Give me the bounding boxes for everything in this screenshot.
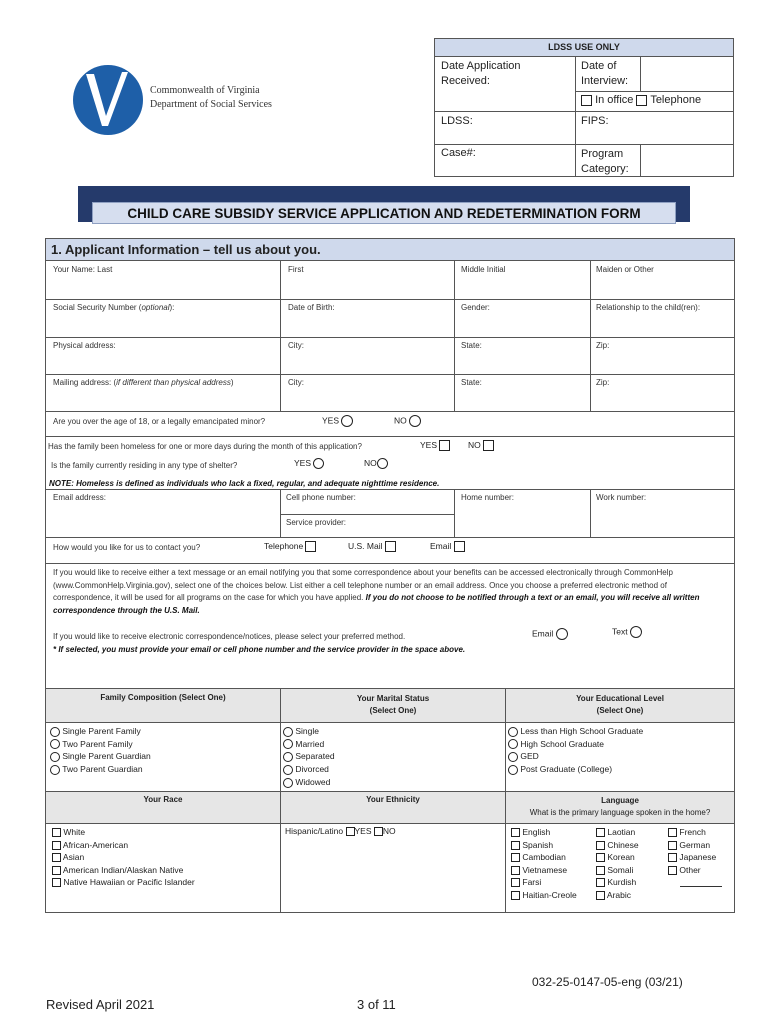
program-label: Program Category: bbox=[581, 148, 629, 175]
email-address-label: Email address: bbox=[53, 493, 106, 502]
shelter-no-label: NO bbox=[364, 458, 377, 468]
language-option[interactable]: German bbox=[668, 839, 716, 852]
language-option[interactable]: Vietnamese bbox=[511, 864, 577, 877]
language-option[interactable]: English bbox=[511, 826, 577, 839]
marital-header: Your Marital Status (Select One) bbox=[356, 694, 430, 715]
pref-email-radio[interactable] bbox=[556, 628, 568, 640]
cell-phone-label: Cell phone number: bbox=[286, 493, 356, 502]
family-options bbox=[50, 725, 151, 776]
language-option[interactable]: Chinese bbox=[596, 839, 639, 852]
contact-email-checkbox[interactable] bbox=[454, 541, 465, 552]
state-label: State: bbox=[461, 341, 482, 350]
middle-initial-label: Middle Initial bbox=[461, 265, 506, 274]
other-language-line[interactable] bbox=[680, 886, 722, 887]
date-received-label: Date Application Received: bbox=[441, 60, 521, 87]
language-option[interactable]: Other bbox=[668, 864, 716, 877]
age-no-label: NO bbox=[394, 415, 407, 426]
marital-options bbox=[283, 725, 335, 789]
marital-option[interactable]: Widowed bbox=[283, 776, 335, 789]
ethnicity-row bbox=[285, 826, 396, 836]
race-option[interactable]: White bbox=[52, 826, 195, 839]
homeless-note: NOTE: Homeless is defined as individuals who lack a fixed, regular, and adequate nighttime residence. bbox=[49, 479, 440, 488]
age-question: Are you over the age of 18, or a legally emancipated minor? bbox=[53, 417, 266, 426]
shelter-yes-radio[interactable] bbox=[313, 458, 324, 469]
education-options bbox=[508, 725, 643, 776]
family-header: Family Composition (Select One) bbox=[100, 693, 226, 702]
shelter-question: Is the family currently residing in any type of shelter? bbox=[51, 461, 238, 470]
ethnicity-header: Your Ethnicity bbox=[366, 795, 420, 804]
mailing-address-label: Mailing address: (if different than physical address) bbox=[53, 378, 234, 387]
race-option[interactable]: American Indian/Alaskan Native bbox=[52, 864, 195, 877]
hispanic-no-label: NO bbox=[382, 826, 396, 836]
language-option[interactable]: Arabic bbox=[596, 889, 639, 902]
vdss-logo bbox=[72, 64, 144, 136]
contact-question: How would you like for us to contact you? bbox=[53, 543, 201, 552]
form-title: CHILD CARE SUBSIDY SERVICE APPLICATION AND REDETERMINATION FORM bbox=[92, 202, 676, 224]
education-option[interactable]: GED bbox=[508, 750, 643, 763]
relationship-label: Relationship to the child(ren): bbox=[596, 303, 701, 312]
hispanic-yes-checkbox[interactable] bbox=[346, 827, 355, 836]
home-number-label: Home number: bbox=[461, 493, 514, 502]
age-yes-label: YES bbox=[322, 415, 340, 426]
family-option[interactable]: Single Parent Guardian bbox=[50, 750, 151, 763]
shelter-yes-label: YES bbox=[294, 458, 312, 468]
preferred-method-note: * If selected, you must provide your email or cell phone number and the service provider in the space above. bbox=[53, 645, 466, 654]
contact-mail-label: U.S. Mail bbox=[348, 541, 383, 551]
telephone-label: Telephone bbox=[650, 94, 702, 106]
age-no-radio[interactable] bbox=[409, 415, 421, 427]
mailing-state-label: State: bbox=[461, 378, 482, 387]
mailing-zip-label: Zip: bbox=[596, 378, 610, 387]
agency-line1: Commonwealth of Virginia bbox=[150, 85, 260, 96]
education-option[interactable]: Less than High School Graduate bbox=[508, 725, 643, 738]
electronic-notice-paragraph: If you would like to receive either a text message or an email notifying you that some correspondence about your benefits can be accessed electronically through CommonHelp (www.CommonHelp.Virginia.gov), select one of the choices below. List either a cell telephone number or an email address. Once you choose a preferred electronic method of correspondence, it will be used for all programs on the case for which you have applied. If you do not choose to be notified through a text or an email, you will receive all written correspondence through the U.S. Mail. bbox=[53, 568, 700, 615]
hispanic-no-checkbox[interactable] bbox=[374, 827, 383, 836]
family-option[interactable]: Two Parent Family bbox=[50, 738, 151, 751]
language-option[interactable]: French bbox=[668, 826, 716, 839]
ssn-label: Social Security Number (optional): bbox=[53, 303, 175, 312]
contact-mail-checkbox[interactable] bbox=[385, 541, 396, 552]
ldss-use-box bbox=[434, 38, 734, 177]
shelter-no-radio[interactable] bbox=[377, 458, 388, 469]
race-options bbox=[52, 826, 195, 889]
race-option[interactable]: African-American bbox=[52, 839, 195, 852]
marital-option[interactable]: Single bbox=[283, 725, 335, 738]
pref-text-radio[interactable] bbox=[630, 626, 642, 638]
homeless-yes-checkbox[interactable] bbox=[439, 440, 450, 451]
case-label: Case#: bbox=[441, 147, 476, 159]
education-option[interactable]: Post Graduate (College) bbox=[508, 763, 643, 776]
education-option[interactable]: High School Graduate bbox=[508, 738, 643, 751]
city-label: City: bbox=[288, 341, 304, 350]
revised-date: Revised April 2021 bbox=[46, 997, 155, 1012]
hispanic-label: Hispanic/Latino bbox=[285, 826, 344, 836]
marital-option[interactable]: Married bbox=[283, 738, 335, 751]
language-option[interactable]: Somali bbox=[596, 864, 639, 877]
mailing-city-label: City: bbox=[288, 378, 304, 387]
first-name-label: First bbox=[288, 265, 304, 274]
last-name-label: Your Name: Last bbox=[53, 265, 113, 274]
homeless-no-checkbox[interactable] bbox=[483, 440, 494, 451]
language-option[interactable]: Cambodian bbox=[511, 851, 577, 864]
language-option[interactable]: Korean bbox=[596, 851, 639, 864]
marital-option[interactable]: Divorced bbox=[283, 763, 335, 776]
agency-line2: Department of Social Services bbox=[150, 99, 272, 110]
form-code: 032-25-0147-05-eng (03/21) bbox=[532, 975, 683, 989]
language-option[interactable]: Haitian-Creole bbox=[511, 889, 577, 902]
language-option[interactable]: Spanish bbox=[511, 839, 577, 852]
contact-telephone-checkbox[interactable] bbox=[305, 541, 316, 552]
race-option[interactable]: Asian bbox=[52, 851, 195, 864]
language-option[interactable]: Kurdish bbox=[596, 876, 639, 889]
marital-option[interactable]: Separated bbox=[283, 750, 335, 763]
work-number-label: Work number: bbox=[596, 493, 647, 502]
language-option[interactable]: Farsi bbox=[511, 876, 577, 889]
education-header: Your Educational Level (Select One) bbox=[576, 694, 664, 715]
race-option[interactable]: Native Hawaiian or Pacific Islander bbox=[52, 876, 195, 889]
family-option[interactable]: Single Parent Family bbox=[50, 725, 151, 738]
homeless-question: Has the family been homeless for one or more days during the month of this application? bbox=[48, 442, 362, 451]
age-yes-radio[interactable] bbox=[341, 415, 353, 427]
homeless-yes-label: YES bbox=[420, 440, 438, 450]
in-office-label: In office bbox=[595, 94, 634, 106]
language-option[interactable]: Laotian bbox=[596, 826, 639, 839]
ldss-box-title: LDSS USE ONLY bbox=[435, 39, 733, 57]
page-number: 3 of 11 bbox=[357, 997, 396, 1012]
language-col3 bbox=[668, 826, 716, 876]
telephone-checkbox[interactable] bbox=[636, 95, 647, 106]
language-col1 bbox=[511, 826, 577, 901]
race-header: Your Race bbox=[143, 795, 183, 804]
dob-label: Date of Birth: bbox=[288, 303, 335, 312]
preferred-method-question: If you would like to receive electronic correspondence/notices, please select your preferred method. bbox=[53, 632, 406, 641]
maiden-name-label: Maiden or Other bbox=[596, 265, 654, 274]
ldss-label: LDSS: bbox=[441, 115, 473, 127]
homeless-no-label: NO bbox=[468, 440, 481, 450]
language-option[interactable]: Japanese bbox=[668, 851, 716, 864]
pref-text-label: Text bbox=[612, 626, 628, 637]
fips-label: FIPS: bbox=[581, 115, 609, 127]
service-provider-label: Service provider: bbox=[286, 518, 347, 527]
language-header: Language What is the primary language spoken in the home? bbox=[529, 796, 711, 817]
physical-address-label: Physical address: bbox=[53, 341, 116, 350]
hispanic-yes-label: YES bbox=[354, 826, 372, 836]
section1-header: 1. Applicant Information – tell us about you. bbox=[46, 239, 734, 261]
pref-email-label: Email bbox=[532, 628, 554, 639]
date-interview-label: Date of Interview: bbox=[581, 60, 629, 87]
in-office-checkbox[interactable] bbox=[581, 95, 592, 106]
contact-telephone-label: Telephone bbox=[264, 541, 304, 551]
language-col2 bbox=[596, 826, 639, 901]
gender-label: Gender: bbox=[461, 303, 490, 312]
family-option[interactable]: Two Parent Guardian bbox=[50, 763, 151, 776]
zip-label: Zip: bbox=[596, 341, 610, 350]
contact-email-label: Email bbox=[430, 541, 452, 551]
